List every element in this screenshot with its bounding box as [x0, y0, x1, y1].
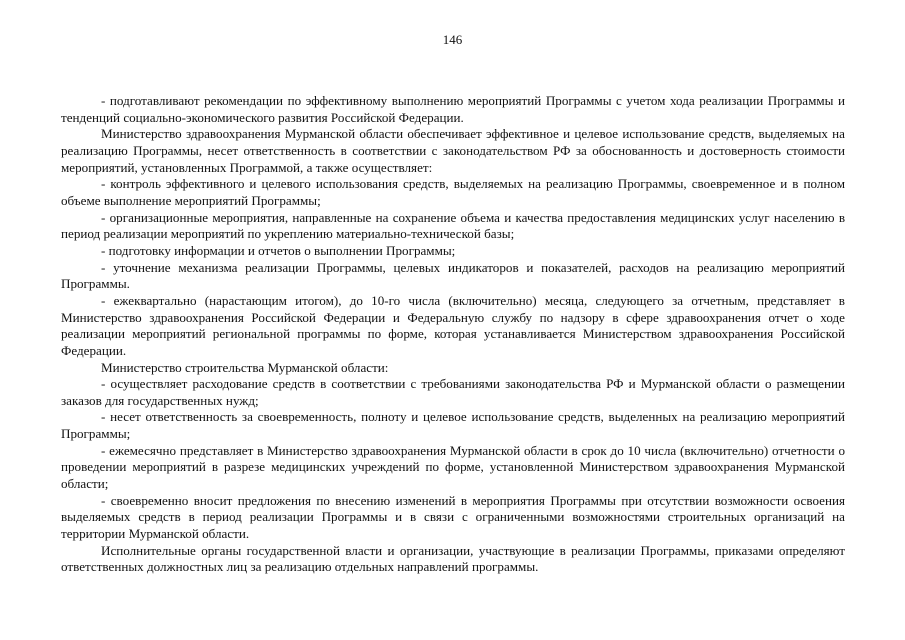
paragraph-6: - уточнение механизма реализации Программы, целевых индикаторов и показателей, расходов на реализацию мероприятий Программы.	[61, 259, 845, 292]
paragraph-3: - контроль эффективного и целевого использования средств, выделяемых на реализацию Программы, своевременное и в полном объеме выполнение мероприятий Программы;	[61, 176, 845, 208]
page-number: 146	[442, 32, 463, 47]
paragraph-10: - несет ответственность за своевременность, полноту и целевое использование средств, выделенных на реализацию мероприятий Программы;	[61, 409, 845, 442]
paragraph-12: - своевременно вносит предложения по внесению изменений в мероприятия Программы при отсутствии возможности освоения выделяемых средств в период реализации Программы и в связи с ограниченными возможностями строительных организаций на территории Мурманской области.	[61, 492, 845, 542]
paragraph-5: - подготовку информации и отчетов о выполнении Программы;	[101, 242, 456, 258]
paragraph-11: - ежемесячно представляет в Министерство здравоохранения Мурманской области в срок до 10 числа (включительно) отчетности о проведении мероприятий в разрезе медицинских учреждений по форме, установленной Министерством здравоохранения Мурманской области;	[61, 442, 845, 492]
paragraph-7: - ежеквартально (нарастающим итогом), до 10-го числа (включительно) месяца, следующего за отчетным, представляет в Министерство здравоохранения Российской Федерации и Федеральную службу по надзору в сфере здравоохранения отчет о ходе реализации мероприятий региональной программы по форме, которая устанавливается Министерством здравоохранения Российской Федерации.	[61, 292, 845, 358]
paragraph-13: Исполнительные органы государственной власти и организации, участвующие в реализации Программы, приказами определяют ответственных должностных лиц за реализацию отдельных направлений программы.	[61, 542, 845, 575]
paragraph-2: Министерство здравоохранения Мурманской области обеспечивает эффективное и целевое использование средств, выделяемых на реализацию Программы, несет ответственность в соответствии с законодательством РФ за обоснованность и достоверность стоимости мероприятий, установленных Программой, а также осуществляет:	[61, 126, 845, 175]
paragraph-1: - подготавливают рекомендации по эффективному выполнению мероприятий Программы с учетом хода реализации Программы и тенденций социально-экономического развития Российской Федерации.	[61, 93, 845, 125]
paragraph-9: - осуществляет расходование средств в соответствии с требованиями законодательства РФ и Мурманской области о размещении заказов для государственных нужд;	[61, 376, 845, 408]
document-body	[61, 93, 845, 576]
paragraph-4: - организационные мероприятия, направленные на сохранение объема и качества предоставления медицинских услуг населению в период реализации мероприятий по укреплению материально-технической базы;	[61, 209, 845, 242]
paragraph-8: Министерство строительства Мурманской области:	[101, 359, 389, 375]
